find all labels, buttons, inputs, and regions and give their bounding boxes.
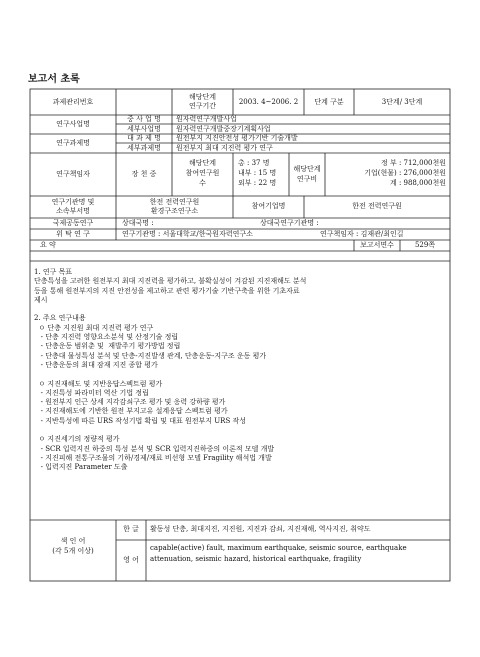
org-value-1: 한전 전력연구원 xyxy=(149,198,200,206)
keyword-en-value-2: attenuation, seismic hazard, historical earthquake, fragility xyxy=(150,555,362,563)
summary-line: - 단층 지진력 영향요소분석 및 산정기술 정립 xyxy=(34,333,179,342)
summary-line: - 지반특성에 따른 URS 작성기법 확립 및 대표 원전부지 URS 작성 xyxy=(34,416,246,425)
summary-line: 1. 연구 목표 xyxy=(34,268,73,276)
cost-gov: 정 부 : 712,000천원 xyxy=(380,159,446,167)
summary-line: 등을 통해 원전부지의 지진 안전성을 제고하고 관련 평가기술 기반구축을 위한 기초자료 xyxy=(34,286,300,295)
summary-line: 2. 주요 연구내용 xyxy=(34,314,86,323)
researchers-total: 총 : 37 명 xyxy=(238,159,270,167)
task-big-value: 원전부지 지진안전성 평가기반 기술개발 xyxy=(176,134,298,142)
summary-line xyxy=(34,426,306,435)
pages-label: 보고서면수 xyxy=(360,241,394,249)
project-big-label: 중 사 업 명 xyxy=(127,115,161,123)
pi-name: 장 천 중 xyxy=(131,170,157,178)
partner-label: 참여기업명 xyxy=(251,202,286,210)
project-label: 연구사업명 xyxy=(56,120,90,128)
period-value: 2003. 4~2006. 2 xyxy=(238,98,299,106)
mgmt-no-label: 과제관리번호 xyxy=(52,98,94,106)
pi-label: 연구책임자 xyxy=(56,170,90,178)
summary-line: - 단층대 물성특성 분석 및 단층-지진발생 관계, 단층운동-지구조 운동 평가 xyxy=(34,351,267,360)
researchers-label-2: 참여연구원 xyxy=(185,169,220,177)
task-detail-label: 세부과제명 xyxy=(127,144,161,152)
intl-country: 상대국명 : xyxy=(122,219,154,227)
researchers-label-1: 해당단계 xyxy=(188,159,217,167)
task-label: 연구과제명 xyxy=(56,139,90,147)
summary-line: 제시 xyxy=(34,295,48,304)
task-detail-value: 원전부지 최대 지진력 평가 연구 xyxy=(176,144,273,152)
summary-line: ㅇ 단층 지진원 최대 지진력 평가 연구 xyxy=(34,323,154,332)
researchers-internal: 내부 : 15 명 xyxy=(238,169,277,177)
researchers-external: 외부 : 22 명 xyxy=(238,179,277,187)
consign-pi: 연구책임자 : 김재관/최인길 xyxy=(320,230,404,238)
summary-line xyxy=(34,370,306,379)
summary-line: - SCR 입력지진 하중의 특성 분석 및 SCR 입력지진하중의 이론적 모델 개발 xyxy=(34,444,275,453)
cost-label-1: 해당단계 xyxy=(293,165,321,173)
project-big-value: 원자력연구개발사업 xyxy=(176,115,237,123)
stage-value: 3단계/ 3단계 xyxy=(381,98,423,106)
cost-label-2: 연구비 xyxy=(296,175,318,183)
report-title: 보고서 초록 xyxy=(28,74,80,85)
project-detail-value: 원자력연구개발중장기계획사업 xyxy=(176,125,271,133)
org-label-1: 연구기관명 및 xyxy=(51,198,95,206)
summary-line: - 지진특성 파라미터 역산 기법 정립 xyxy=(34,388,149,397)
task-big-label: 대 과 제 명 xyxy=(127,134,161,142)
cost-total: 계 : 988,000천원 xyxy=(389,179,446,187)
summary-label: 요 약 xyxy=(40,241,56,249)
pages-value: 529쪽 xyxy=(414,241,436,249)
summary-line: - 지진재해도에 기반한 원전 부지고유 설계응답 스펙트럼 평가 xyxy=(34,407,228,416)
summary-line: - 입력지진 Parameter 도출 xyxy=(34,463,128,472)
project-detail-label: 세부사업명 xyxy=(127,125,161,133)
summary-line: - 지진피해 전통구조물의 기하/경제/재료 비선형 모델 Fragility 해석법 개발 xyxy=(34,453,272,462)
org-value-2: 환경구조연구소 xyxy=(150,207,199,215)
summary-body xyxy=(34,268,306,473)
keyword-label-1: 색 인 어 xyxy=(60,537,86,545)
period-label-2: 연구기간 xyxy=(188,102,217,110)
summary-line: - 단층운동의 최대 잠재 지진 종합 평가 xyxy=(34,360,158,369)
keyword-en-label: 영 어 xyxy=(123,556,139,564)
intl-org: 상대국연구기관명 : xyxy=(260,219,319,227)
keyword-ko-value: 활동성 단층, 최대지진, 지진원, 지진과 감쇠, 지진재해, 역사지진, 취약도 xyxy=(150,525,371,533)
summary-line: ㅇ 지진재해도 및 지반응답스펙트럼 평가 xyxy=(34,379,163,388)
partner-value: 한전 전력연구원 xyxy=(352,202,402,210)
summary-line: 단층특성을 고려한 원전부지 최대 지진력을 평가하고, 불확실성이 겨감된 지진재해도 분석 xyxy=(34,277,307,286)
summary-line: ㅇ 지진세기의 정량적 평가 xyxy=(34,435,120,444)
summary-line: - 단층운동 범위춘 및 재발주기 평가방법 정립 xyxy=(34,342,181,351)
keyword-ko-label: 한 글 xyxy=(123,525,139,533)
cost-company: 기업(현물) : 276,000천원 xyxy=(364,169,446,177)
researchers-label-3: 수 xyxy=(199,179,206,187)
keyword-label-2: (각 5개 이상) xyxy=(52,547,94,555)
stage-label: 단계 구분 xyxy=(314,98,344,106)
org-label-2: 소속부서명 xyxy=(56,207,90,215)
summary-line: - 원전부지 인근 상세 지각감쇠구조 평가 및 응력 강하량 평가 xyxy=(34,398,226,407)
keyword-en-value-1: capable(active) fault, maximum earthquake, seismic source, earthquake xyxy=(150,544,407,552)
period-label-1: 해당단계 xyxy=(188,93,217,101)
consign-org: 연구기관명 : 서울대학교/한국원자력연구소 xyxy=(122,230,253,238)
intl-label: 국제공동연구 xyxy=(52,219,94,227)
consign-label: 위 탁 연 구 xyxy=(56,230,90,238)
